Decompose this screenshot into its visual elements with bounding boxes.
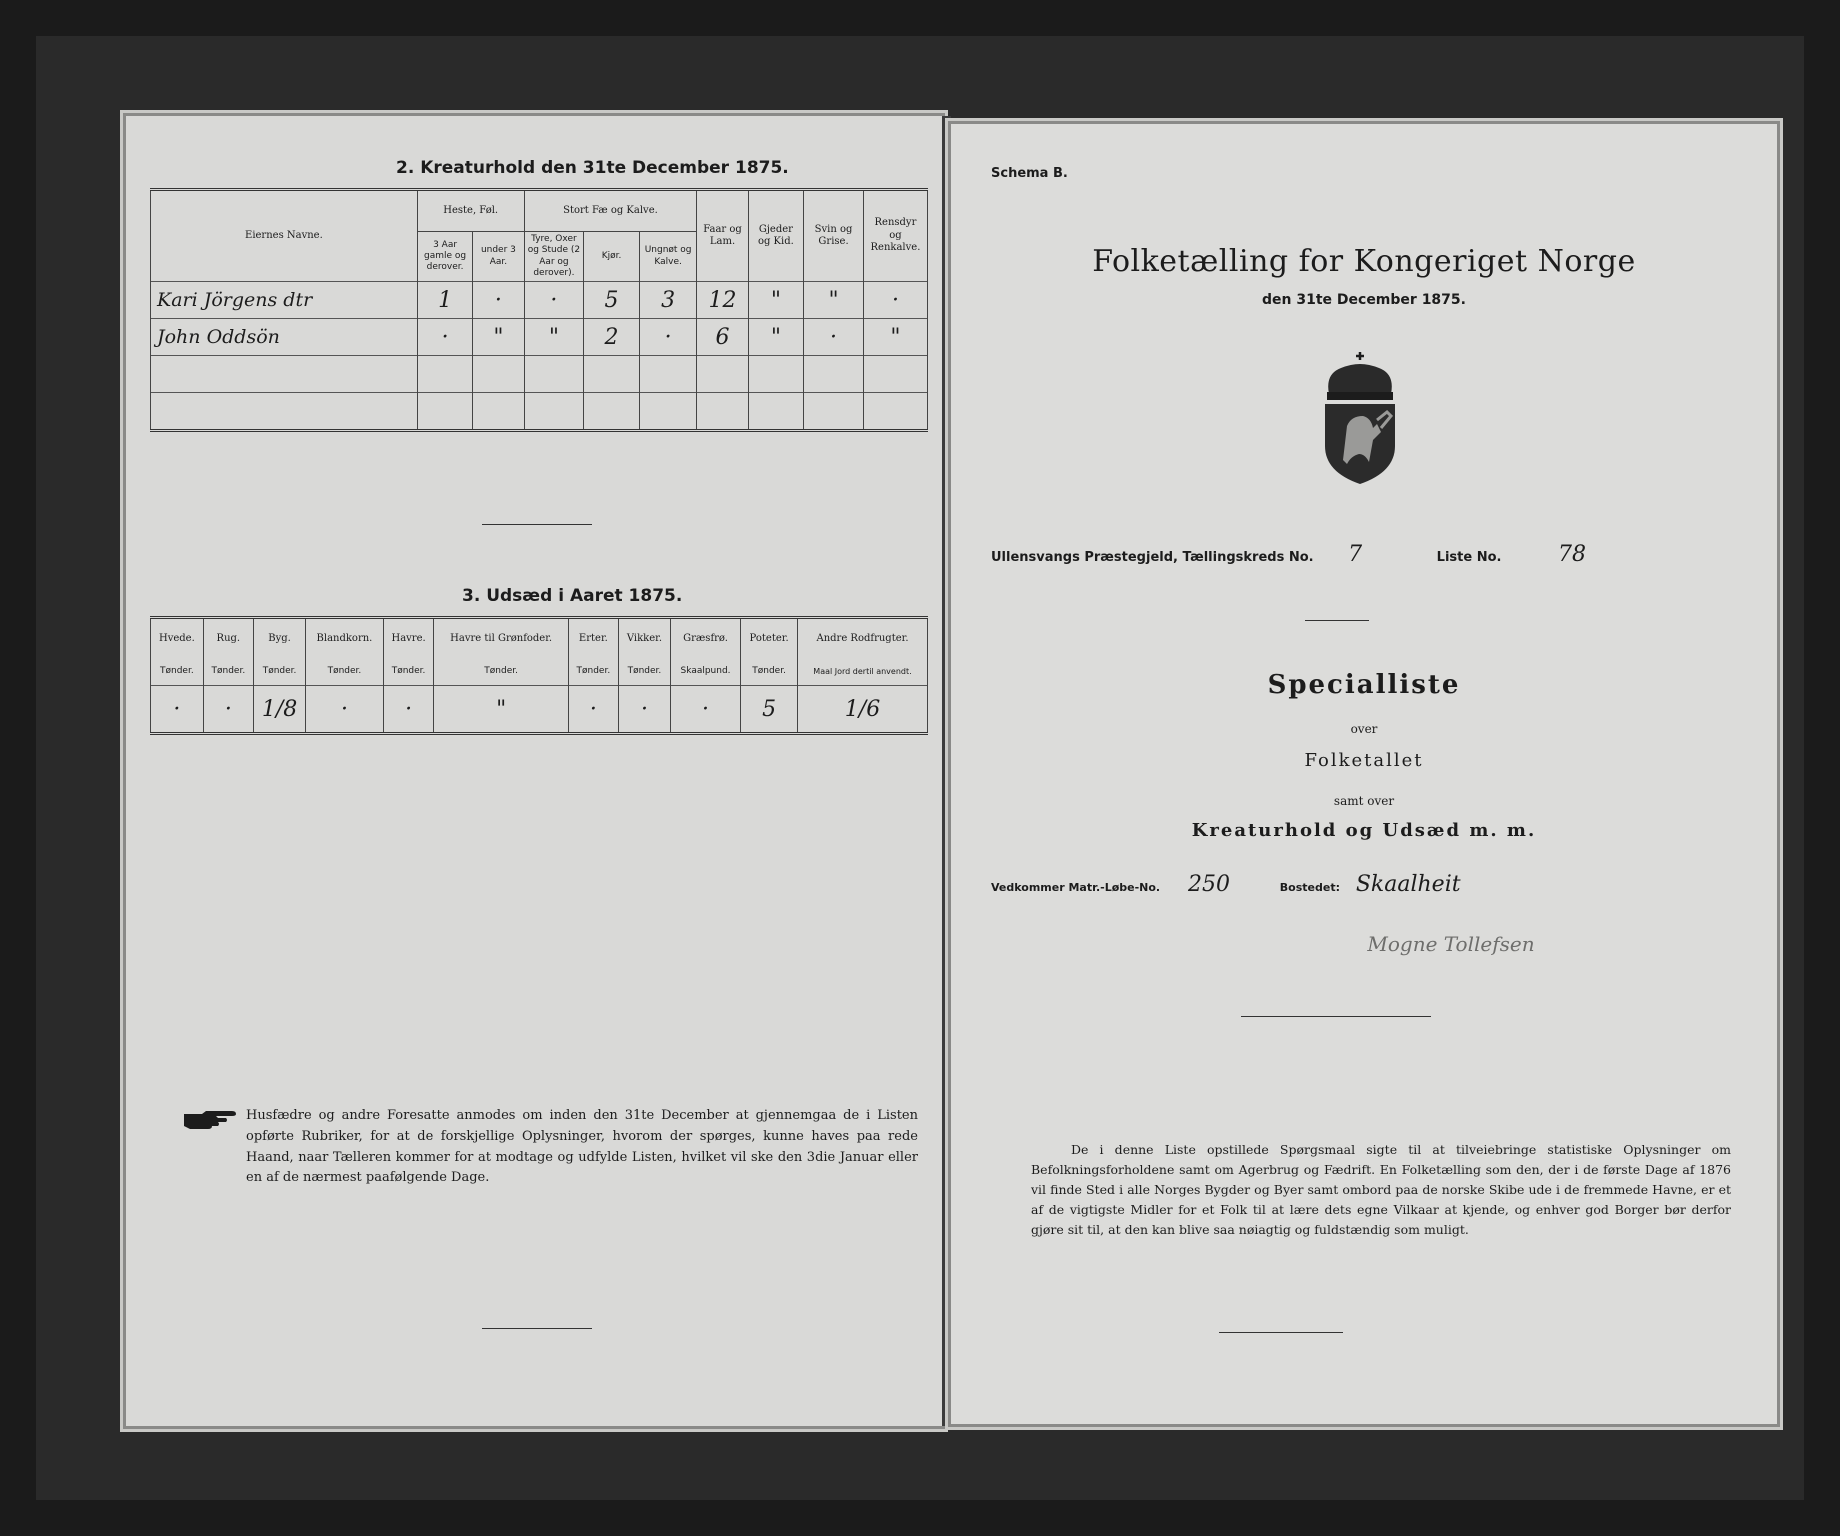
cell: ": [748, 282, 804, 319]
col-svin: Svin og Grise.: [804, 190, 864, 282]
cell: 2: [584, 319, 640, 356]
cell: 12: [697, 282, 748, 319]
crop-table: [150, 616, 928, 735]
divider: [482, 524, 592, 525]
col-heste-under3: under 3 Aar.: [473, 232, 524, 282]
matr-line: [991, 872, 1461, 897]
col-andre-rodfrugter: Andre Rodfrugter.: [797, 618, 927, 660]
col-tyre: Tyre, Oxer og Stude (2 Aar og derover).: [524, 232, 584, 282]
col-gjeder: Gjeder og Kid.: [748, 190, 804, 282]
col-faar: Faar og Lam.: [697, 190, 748, 282]
kreaturhold-heading: Kreaturhold og Udsæd m. m.: [1191, 820, 1537, 841]
cell: ·: [568, 686, 618, 734]
pointing-hand-icon: [182, 1108, 238, 1132]
matr-no: 250: [1187, 872, 1230, 897]
page-title: Folketælling for Kongeriget Norge: [1092, 244, 1636, 279]
cell: ·: [473, 282, 524, 319]
cell: ·: [306, 686, 383, 734]
col-heste-3plus: 3 Aar gamle og derover.: [417, 232, 473, 282]
right-page: [951, 124, 1777, 1424]
col-rensdyr: Rensdyr og Renkalve.: [863, 190, 927, 282]
unit: Tønder.: [618, 659, 670, 686]
cell: 5: [584, 282, 640, 319]
col-stort: Stort Fæ og Kalve.: [524, 190, 697, 232]
col-erter: Erter.: [568, 618, 618, 660]
folketallet-heading: Folketallet: [1304, 750, 1424, 771]
unit: Maal Jord dertil anvendt.: [797, 659, 927, 686]
info-paragraph: De i denne Liste opstillede Spørgsmaal sigte til at tilveiebringe statistiske Oplysninger om Befolkningsforholdene samt om Agerbrug og Fædrift. En Folketælling som den, der i de første Dage af 1876 vil finde Sted i alle Norges Bygder og Byer samt ombord paa de norske Skibe ude i de fremmede Havne, er et af de vigtigste Midler for et Folk til at lære dets egne Vilkaar at kjende, og enhver god Borger bør derfor gjøre sit til, at den kan blive saa nøiagtig og fuldstændig som muligt.: [1031, 1142, 1731, 1237]
cell: ": [863, 319, 927, 356]
samt-over-text: samt over: [1333, 794, 1395, 808]
col-hvede: Hvede.: [151, 618, 204, 660]
cell: ·: [863, 282, 927, 319]
divider: [482, 1328, 592, 1329]
unit: Tønder.: [434, 659, 568, 686]
unit: Tønder.: [741, 659, 798, 686]
divider: [1241, 1016, 1431, 1017]
cell: ·: [670, 686, 740, 734]
col-rug: Rug.: [203, 618, 253, 660]
owner-name: Kari Jörgens dtr: [151, 282, 418, 319]
cell: 5: [741, 686, 798, 734]
cell: ": [748, 319, 804, 356]
table-row: [151, 393, 928, 431]
unit: Tønder.: [253, 659, 305, 686]
table-row: [151, 282, 928, 319]
unit: Tønder.: [151, 659, 204, 686]
cell: ": [473, 319, 524, 356]
cell: 1: [417, 282, 473, 319]
unit: Tønder.: [383, 659, 434, 686]
specialliste-heading: Specialliste: [1267, 670, 1461, 700]
book-spine: [942, 116, 951, 1426]
col-vikker: Vikker.: [618, 618, 670, 660]
cell: ·: [151, 686, 204, 734]
cell: 1/6: [797, 686, 927, 734]
col-byg: Byg.: [253, 618, 305, 660]
unit: Skaalpund.: [670, 659, 740, 686]
col-heste: Heste, Føl.: [417, 190, 524, 232]
kreds-no: 7: [1348, 542, 1363, 567]
footnote: Husfædre og andre Foresatte anmodes om inden den 31te December at gjennemgaa de i Listen opførte Rubriker, for at de forskjellige Oplysninger, hvorom der spørges, kunne haves paa rede Haand, naar Tælleren kommer for at modtage og udfylde Listen, hvilket vil ske den 3die Januar eller en af de nærmest paafølgende Dage.: [246, 1108, 918, 1186]
unit: Tønder.: [568, 659, 618, 686]
cell: ·: [203, 686, 253, 734]
col-havre-gronfoder: Havre til Grønfoder.: [434, 618, 568, 660]
section2-title: 2. Kreaturhold den 31te December 1875.: [396, 158, 789, 178]
owner-name: John Oddsön: [151, 319, 418, 356]
section3-title: 3. Udsæd i Aaret 1875.: [462, 586, 683, 606]
enumerator-signature: Mogne Tollefsen: [1367, 932, 1535, 956]
matr-label: Vedkommer Matr.-Løbe-No.: [991, 881, 1161, 894]
cell: ·: [417, 319, 473, 356]
divider: [1305, 620, 1369, 621]
schema-label: Schema B.: [991, 166, 1068, 181]
col-poteter: Poteter.: [741, 618, 798, 660]
col-havre: Havre.: [383, 618, 434, 660]
cell: ": [804, 282, 864, 319]
table-row: [151, 319, 928, 356]
cell: ": [524, 319, 584, 356]
cell: ·: [383, 686, 434, 734]
left-page: [126, 116, 942, 1426]
census-date: den 31te December 1875.: [1262, 292, 1466, 308]
bostedet-value: Skaalheit: [1355, 872, 1461, 897]
scan-frame: [36, 36, 1804, 1500]
bostedet-label: Bostedet:: [1279, 881, 1340, 894]
liste-no: 78: [1557, 542, 1586, 567]
unit: Tønder.: [203, 659, 253, 686]
cell: ·: [804, 319, 864, 356]
prestegjeld-line: [991, 542, 1586, 567]
prestegjeld-label: Ullensvangs Præstegjeld, Tællingskreds No.: [991, 550, 1314, 565]
table-row: [151, 686, 928, 734]
divider: [1219, 1332, 1343, 1333]
cell: ": [434, 686, 568, 734]
col-kjor: Kjør.: [584, 232, 640, 282]
cell: ·: [639, 319, 697, 356]
cell: ·: [618, 686, 670, 734]
cell: 1/8: [253, 686, 305, 734]
livestock-table: [150, 188, 928, 432]
col-blandkorn: Blandkorn.: [306, 618, 383, 660]
unit: Tønder.: [306, 659, 383, 686]
table-row: [151, 356, 928, 393]
col-ungnot: Ungnøt og Kalve.: [639, 232, 697, 282]
cell: 6: [697, 319, 748, 356]
liste-label: Liste No.: [1436, 550, 1502, 565]
cell: 3: [639, 282, 697, 319]
col-graesfro: Græsfrø.: [670, 618, 740, 660]
coat-of-arms-icon: [1307, 350, 1413, 488]
col-owner: Eiernes Navne.: [151, 190, 418, 282]
cell: ·: [524, 282, 584, 319]
over-text: over: [1350, 722, 1378, 736]
